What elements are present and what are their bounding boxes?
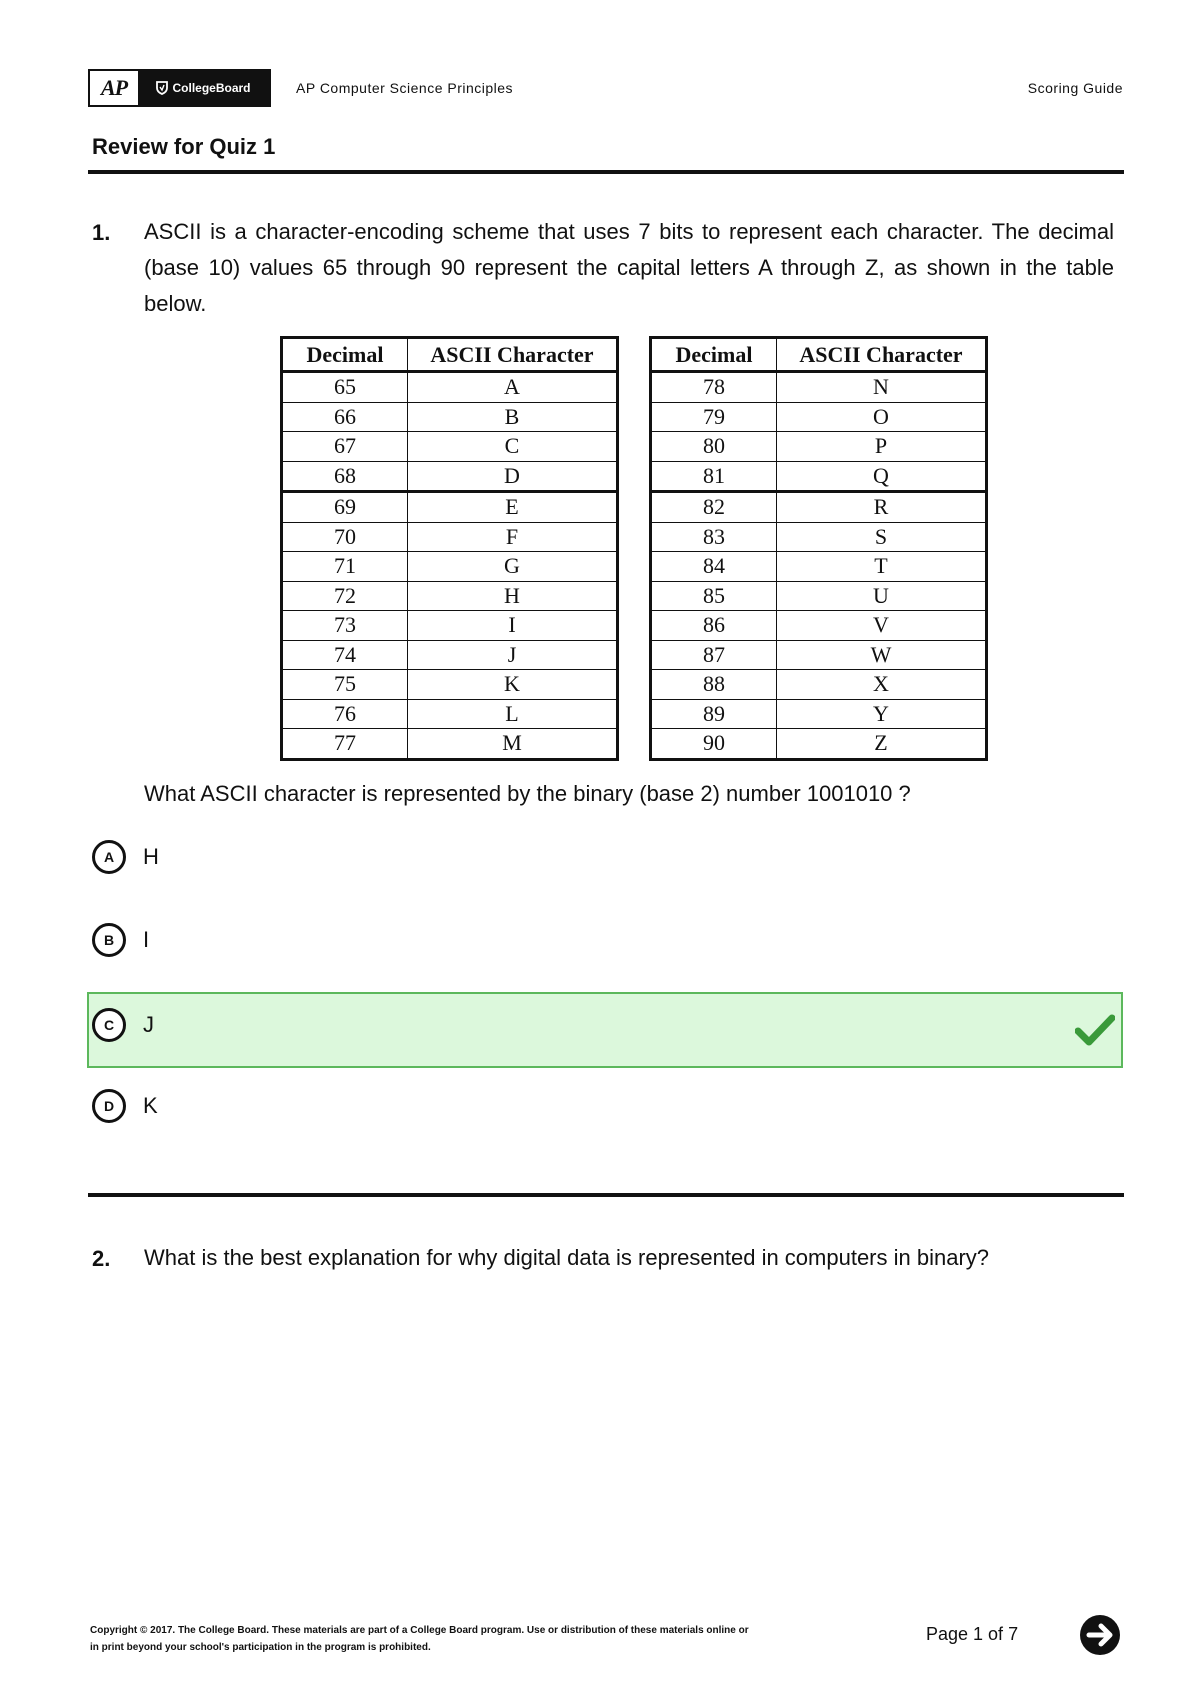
ascii-character-cell: Z [777, 729, 987, 760]
ascii-table-right [649, 336, 988, 761]
copyright-notice [90, 1622, 749, 1656]
ap-college-board-logo [88, 69, 271, 107]
decimal-cell: 67 [282, 432, 408, 462]
decimal-cell: 85 [651, 581, 777, 611]
table-row [651, 699, 987, 729]
decimal-cell: 73 [282, 611, 408, 641]
table-row [651, 372, 987, 403]
ascii-character-cell: I [408, 611, 618, 641]
choice-text: K [143, 1093, 158, 1118]
decimal-cell: 81 [651, 461, 777, 492]
table-row [282, 492, 618, 523]
table-row [651, 729, 987, 760]
table-row [651, 522, 987, 552]
ascii-character-cell: Y [777, 699, 987, 729]
decimal-cell: 89 [651, 699, 777, 729]
decimal-cell: 79 [651, 402, 777, 432]
copyright-line-2: in print beyond your school's participation in the program is prohibited. [90, 1642, 431, 1653]
decimal-cell: 86 [651, 611, 777, 641]
table-row [651, 492, 987, 523]
table-row [651, 402, 987, 432]
next-page-arrow-icon[interactable] [1079, 1614, 1121, 1656]
ascii-character-cell: X [777, 670, 987, 700]
table-row [282, 699, 618, 729]
correct-checkmark-icon [1075, 1012, 1115, 1048]
decimal-cell: 87 [651, 640, 777, 670]
course-name: AP Computer Science Principles [296, 80, 514, 96]
ascii-character-cell: N [777, 372, 987, 403]
decimal-cell: 88 [651, 670, 777, 700]
ascii-character-cell: O [777, 402, 987, 432]
ascii-character-cell: E [408, 492, 618, 523]
choice-d[interactable] [87, 1073, 1123, 1149]
table-row [651, 461, 987, 492]
ascii-character-cell: U [777, 581, 987, 611]
decimal-cell: 80 [651, 432, 777, 462]
table-row [282, 552, 618, 582]
table-row [282, 461, 618, 492]
choice-letter-badge: B [92, 923, 126, 957]
decimal-cell: 78 [651, 372, 777, 403]
title-divider [88, 170, 1124, 174]
table-row [282, 432, 618, 462]
question-1-prompt: What ASCII character is represented by the binary (base 2) number 1001010 ? [144, 781, 911, 806]
table-row [282, 581, 618, 611]
page-header [88, 69, 1123, 109]
choice-letter-badge: A [92, 840, 126, 874]
question-2-number: 2. [92, 1246, 111, 1271]
table-row [651, 432, 987, 462]
question-1-intro: ASCII is a character-encoding scheme that uses 7 bits to represent each character. The decimal (base 10) values 65 through 90 represent the capital letters A through Z, as shown in the table below. [144, 219, 1114, 316]
ascii-character-cell: B [408, 402, 618, 432]
decimal-cell: 71 [282, 552, 408, 582]
decimal-cell: 83 [651, 522, 777, 552]
college-board-logo [138, 71, 269, 105]
document-type: Scoring Guide [1027, 80, 1123, 96]
table-row [282, 611, 618, 641]
decimal-cell: 68 [282, 461, 408, 492]
table-row [282, 522, 618, 552]
ascii-character-cell: F [408, 522, 618, 552]
ascii-character-cell: G [408, 552, 618, 582]
choice-letter-badge: D [92, 1089, 126, 1123]
choice-text: I [143, 927, 150, 952]
table-header-decimal: Decimal [651, 338, 777, 372]
decimal-cell: 82 [651, 492, 777, 523]
ascii-character-cell: L [408, 699, 618, 729]
table-row [651, 581, 987, 611]
decimal-cell: 72 [282, 581, 408, 611]
table-row [651, 670, 987, 700]
ascii-character-cell: V [777, 611, 987, 641]
choice-text: H [143, 844, 159, 869]
table-row [651, 552, 987, 582]
question-2-text: What is the best explanation for why digital data is represented in computers in binary? [144, 1245, 990, 1270]
choice-b[interactable] [87, 907, 1123, 983]
decimal-cell: 65 [282, 372, 408, 403]
table-row [282, 729, 618, 760]
ascii-character-cell: J [408, 640, 618, 670]
table-row [282, 670, 618, 700]
ascii-character-cell: H [408, 581, 618, 611]
choice-c-correct[interactable] [87, 992, 1123, 1068]
ascii-character-cell: W [777, 640, 987, 670]
ap-logo-mark: AP [90, 71, 138, 105]
question-1-number: 1. [92, 220, 111, 245]
decimal-cell: 69 [282, 492, 408, 523]
choice-letter-badge: C [92, 1008, 126, 1042]
ascii-character-cell: R [777, 492, 987, 523]
table-row [651, 640, 987, 670]
decimal-cell: 77 [282, 729, 408, 760]
question-divider [88, 1193, 1124, 1197]
decimal-cell: 74 [282, 640, 408, 670]
copyright-line-1: Copyright © 2017. The College Board. These materials are part of a College Board program. Use or distribution of these materials online or [90, 1625, 749, 1636]
ascii-character-cell: D [408, 461, 618, 492]
ascii-character-cell: C [408, 432, 618, 462]
college-board-wordmark: CollegeBoard [172, 81, 251, 95]
ascii-character-cell: T [777, 552, 987, 582]
table-row [282, 372, 618, 403]
college-board-shield-icon [156, 81, 168, 95]
ascii-character-cell: S [777, 522, 987, 552]
page-indicator: Page 1 of 7 [926, 1624, 1019, 1644]
ascii-character-cell: P [777, 432, 987, 462]
decimal-cell: 70 [282, 522, 408, 552]
table-header-ascii-character: ASCII Character [777, 338, 987, 372]
ascii-character-cell: K [408, 670, 618, 700]
ascii-table-left [280, 336, 619, 761]
decimal-cell: 66 [282, 402, 408, 432]
decimal-cell: 76 [282, 699, 408, 729]
table-row [651, 611, 987, 641]
ascii-character-cell: Q [777, 461, 987, 492]
table-header-ascii-character: ASCII Character [408, 338, 618, 372]
decimal-cell: 75 [282, 670, 408, 700]
decimal-cell: 84 [651, 552, 777, 582]
decimal-cell: 90 [651, 729, 777, 760]
table-header-decimal: Decimal [282, 338, 408, 372]
table-row [282, 402, 618, 432]
choice-text: J [143, 1012, 154, 1037]
ascii-character-cell: A [408, 372, 618, 403]
table-row [282, 640, 618, 670]
choice-a[interactable] [87, 824, 1123, 900]
page-title: Review for Quiz 1 [92, 134, 276, 159]
ascii-character-cell: M [408, 729, 618, 760]
